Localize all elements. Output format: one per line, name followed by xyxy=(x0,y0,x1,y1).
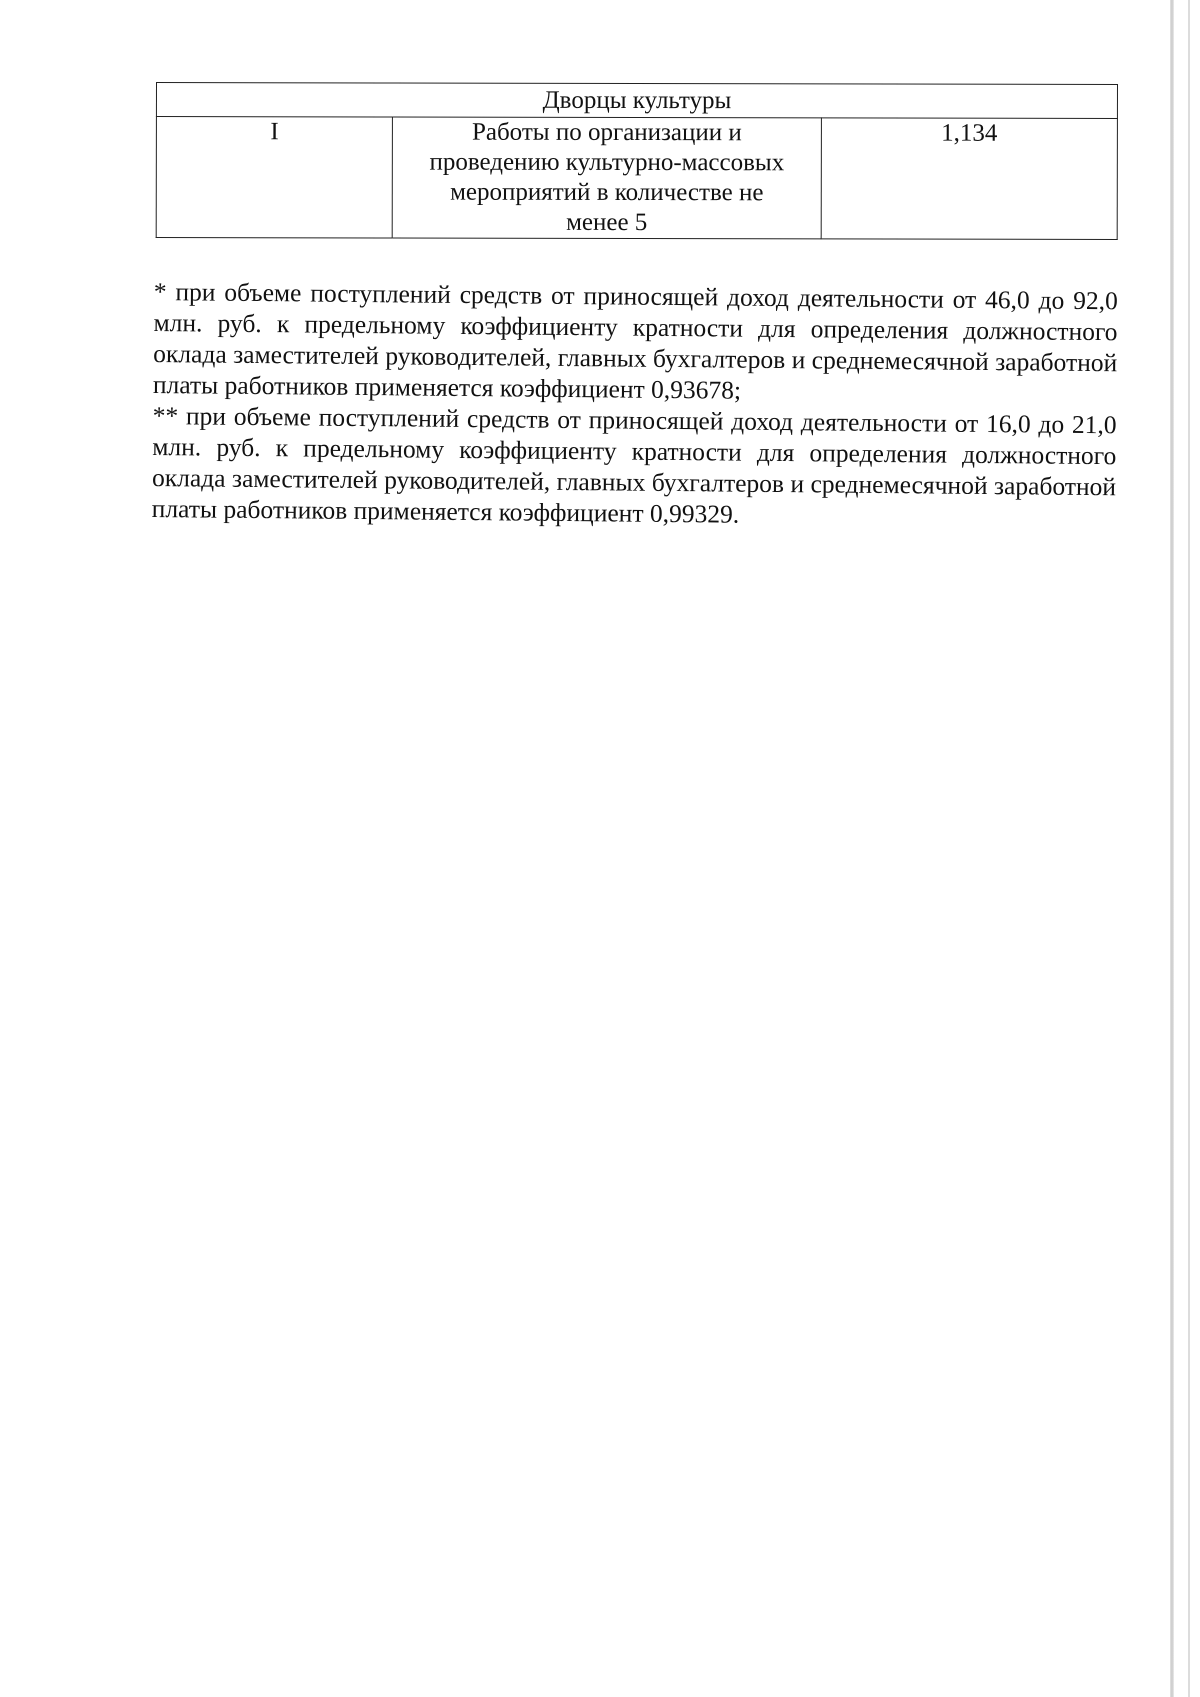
footnote-mark: ** xyxy=(152,400,179,431)
work-line: Работы по организации и xyxy=(471,118,742,147)
section-title: Дворцы культуры xyxy=(156,83,1117,119)
footnote-text: при объеме поступлений средств от приносящей доход деятельности от 16,0 до 21,0 млн. руб. к предельному коэффициенту кратности для определения должностного оклада заместителей руководителей, главных бухгалтеров и среднемесячной заработной платы работников применяется коэффициент 0,99329. xyxy=(151,401,1117,529)
scan-edge-line xyxy=(1188,0,1190,1697)
scan-edge-shadow xyxy=(1170,0,1174,1697)
footnote-mark: * xyxy=(153,276,167,307)
footnote-double-asterisk xyxy=(152,400,1117,533)
coefficient-table xyxy=(156,82,1118,240)
footnote-text: при объеме поступлений средств от приносящей доход деятельности от 46,0 до 92,0 млн. руб. к предельному коэффициенту кратности для определения должностного оклада заместителей руководителей, главных бухгалтеров и среднемесячной заработной платы работников применяется коэффициент 0,93678; xyxy=(152,277,1118,405)
footnotes xyxy=(152,276,1118,533)
group-cell: I xyxy=(156,117,393,238)
coefficient-cell: 1,134 xyxy=(821,118,1118,240)
work-cell xyxy=(393,117,821,239)
work-line: мероприятий в количестве не xyxy=(450,178,764,207)
section-row xyxy=(156,83,1117,119)
work-line: проведению культурно-массовых xyxy=(429,148,785,177)
table-row xyxy=(156,117,1117,240)
work-line: менее 5 xyxy=(566,208,648,237)
footnote-single-asterisk xyxy=(153,276,1118,409)
